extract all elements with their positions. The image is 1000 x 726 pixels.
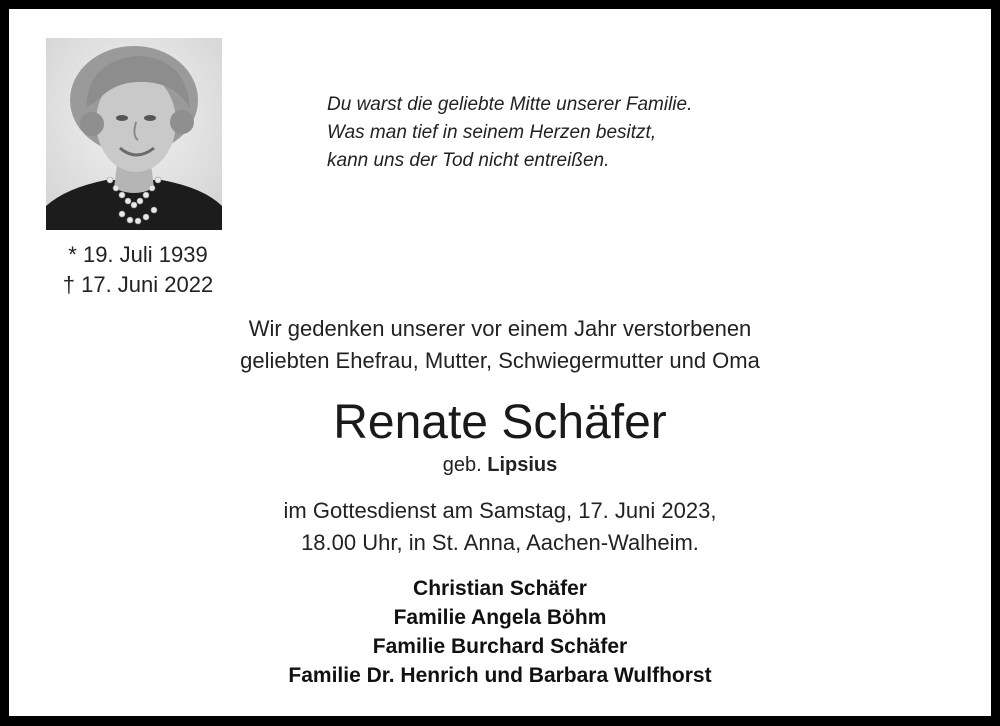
signer: Familie Dr. Henrich und Barbara Wulfhorst — [288, 664, 712, 687]
quote-line: Was man tief in seinem Herzen besitzt, — [327, 122, 657, 143]
maiden-name: Lipsius — [487, 454, 558, 476]
signer: Familie Angela Böhm — [393, 606, 607, 629]
quote-line: kann uns der Tod nicht entreißen. — [327, 150, 610, 171]
deceased-name: Renate Schäfer — [333, 396, 667, 449]
quote-line: Du warst die geliebte Mitte unserer Familie. — [327, 94, 693, 115]
intro-line: geliebten Ehefrau, Mutter, Schwiegermutter und Oma — [240, 348, 760, 373]
maiden-name-line — [0, 452, 1000, 478]
signer: Christian Schäfer — [413, 577, 587, 600]
service-line: im Gottesdienst am Samstag, 17. Juni 2023, — [283, 498, 717, 523]
remembrance-intro — [0, 313, 1000, 377]
life-dates — [40, 240, 236, 300]
signers-list — [0, 574, 1000, 690]
signer: Familie Burchard Schäfer — [372, 635, 628, 658]
service-details — [0, 495, 1000, 559]
death-date: † 17. Juni 2022 — [62, 272, 214, 297]
nee-prefix: geb. — [442, 454, 482, 476]
memorial-quote — [327, 91, 692, 175]
birth-date: * 19. Juli 1939 — [68, 242, 208, 267]
portrait-photo — [46, 38, 222, 230]
service-line: 18.00 Uhr, in St. Anna, Aachen-Walheim. — [301, 530, 699, 555]
intro-line: Wir gedenken unserer vor einem Jahr verstorbenen — [248, 316, 752, 341]
